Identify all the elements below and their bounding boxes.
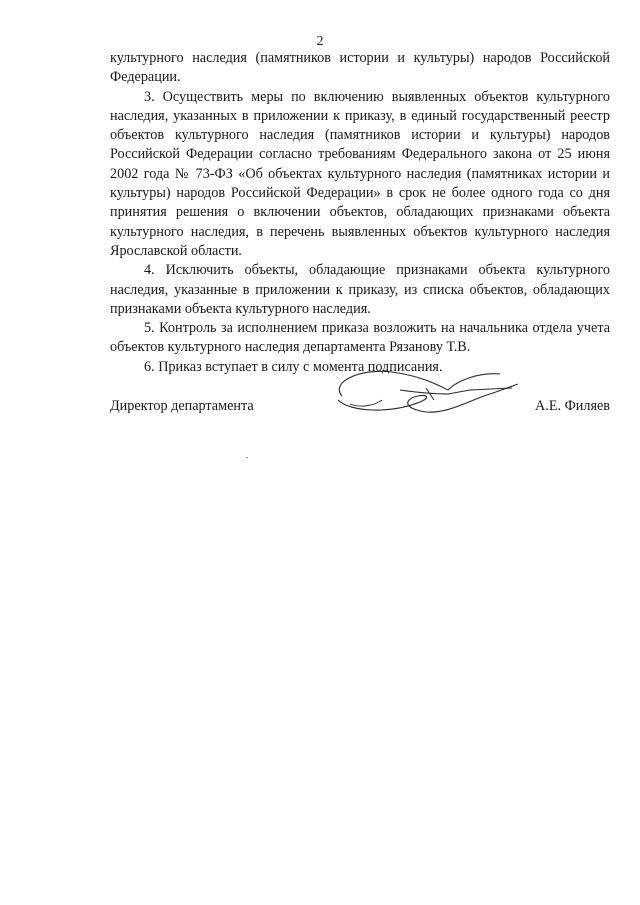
paragraph-item-4: 4. Исключить объекты, обладающие признаками объекта культурного наследия, указанные в приложении к приказу, из списка объектов, обладающих признаками объекта культурного наследия. xyxy=(110,262,610,317)
paragraph-item-3: 3. Осуществить меры по включению выявленных объектов культурного наследия, указанных в приложении к приказу, в единый государственный реестр объектов культурного наследия (памятников истории и культуры) народов Российской Федерации согласно требованиям Федерального закона от 25 июня 2002 года № 73-ФЗ «Об объектах культурного наследия (памятниках истории и культуры) народов Российской Федерации» в срок не более одного года со дня принятия решения о включении объектов, обладающих признаками объекта культурного наследия, в перечень выявленных объектов культурного наследия Ярославской области. xyxy=(110,88,610,259)
signature-block xyxy=(110,396,610,436)
paragraph-continuation: культурного наследия (памятников истории и культуры) народов Российской Федерации. xyxy=(110,50,610,86)
document-body xyxy=(110,49,610,377)
paragraph-item-6: 6. Приказ вступает в силу с момента подписания. xyxy=(144,358,443,375)
scan-speck xyxy=(246,457,248,458)
signatory-name: А.Е. Филяев xyxy=(535,398,610,414)
signatory-title: Директор департамента xyxy=(110,398,254,414)
paragraph-item-5: 5. Контроль за исполнением приказа возложить на начальника отдела учета объектов культурного наследия департамента Рязанову Т.В. xyxy=(110,320,610,356)
page-number: 2 xyxy=(316,34,324,49)
